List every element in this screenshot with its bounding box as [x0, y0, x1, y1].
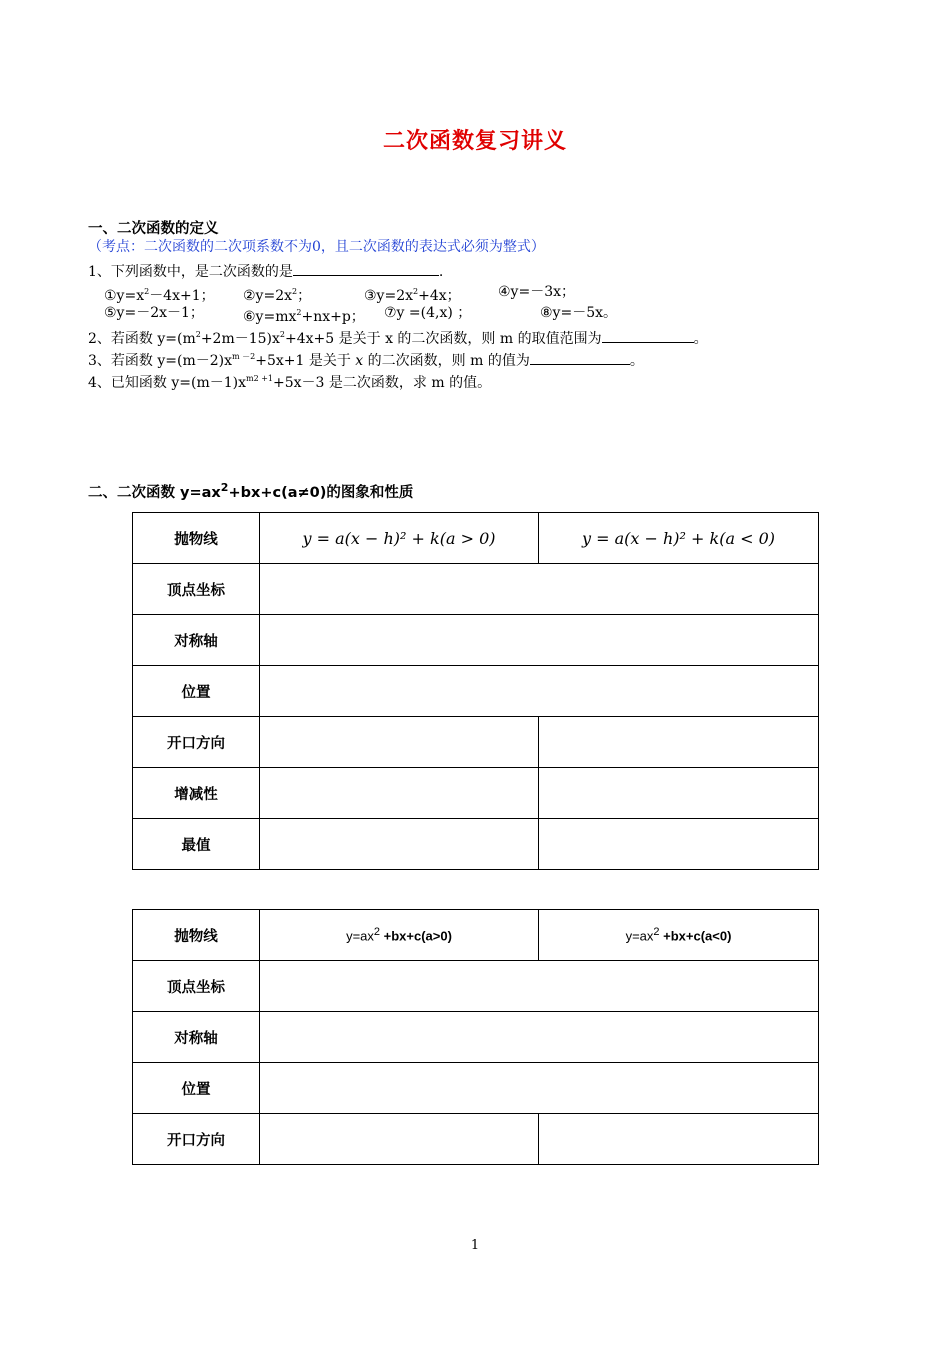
table-header-label: 抛物线	[133, 513, 260, 564]
row-label: 顶点坐标	[133, 961, 260, 1012]
table-row	[133, 513, 819, 564]
table-row	[133, 768, 819, 819]
table-row	[133, 615, 819, 666]
page-title: 二次函数复习讲义	[382, 129, 567, 154]
question-4: 4、已知函数 $y=(m-1)x^{m2 +1}+5x-3$ 是二次函数，求 m 的值。	[88, 374, 492, 391]
answer-cell[interactable]	[260, 768, 539, 819]
table-row	[133, 666, 819, 717]
question-2: 2、若函数 $y=(m^2+2m-15)x^2+4x+5$ 是关于 x 的二次函数，则 m 的取值范围为 。	[88, 330, 708, 347]
table-row	[133, 1114, 819, 1165]
formula-a-negative: y = a(x − h)² + k(a < 0)	[539, 513, 819, 564]
row-label: 对称轴	[133, 1012, 260, 1063]
q1-option-8: ⑧y=－5x。	[540, 305, 617, 321]
q1-option-2: $②y=2x^2$；	[243, 287, 312, 304]
section1-heading: 一、二次函数的定义	[88, 221, 219, 237]
table-row	[133, 961, 819, 1012]
q1-tail: .	[438, 264, 444, 280]
row-label: 位置	[133, 666, 260, 717]
answer-cell[interactable]	[539, 1114, 819, 1165]
question-3: 3、若函数 $y=(m-2)x^{m -2}+5x+1$ 是关于 x 的二次函数，则 m 的值为 。	[88, 352, 644, 369]
q1-option-4: ④y=－3x；	[498, 284, 575, 300]
answer-cell[interactable]	[260, 615, 819, 666]
q3-answer-blank[interactable]	[530, 350, 630, 365]
q1-option-5: ⑤y=－2x－1；	[104, 305, 204, 321]
table-header-label: 抛物线	[133, 910, 260, 961]
table-row	[133, 910, 819, 961]
table-row	[133, 1012, 819, 1063]
page-number: 1	[470, 1238, 480, 1253]
answer-cell[interactable]	[539, 717, 819, 768]
row-label: 对称轴	[133, 615, 260, 666]
answer-cell[interactable]	[260, 717, 539, 768]
formula-general-a-negative: $y=ax^2 +bx+c(a<0)$	[539, 910, 819, 961]
row-label: 开口方向	[133, 717, 260, 768]
question-1	[88, 261, 443, 281]
row-label: 顶点坐标	[133, 564, 260, 615]
answer-cell[interactable]	[260, 1012, 819, 1063]
table-row	[133, 717, 819, 768]
row-label: 开口方向	[133, 1114, 260, 1165]
section1-note: （考点：二次函数的二次项系数不为0，且二次函数的表达式必须为整式）	[88, 239, 545, 255]
answer-cell[interactable]	[539, 768, 819, 819]
answer-cell[interactable]	[260, 1063, 819, 1114]
row-label: 最值	[133, 819, 260, 870]
table-row	[133, 1063, 819, 1114]
properties-table-vertex-form	[132, 512, 819, 870]
q1-option-1: $①y=x^2-4x+1$；	[104, 287, 215, 304]
properties-table-general-form	[132, 909, 819, 1165]
q1-option-7: ⑦y =(4,x) ；	[384, 305, 472, 321]
q1-text: 1、下列函数中，是二次函数的是	[88, 264, 293, 280]
q2-answer-blank[interactable]	[602, 328, 694, 343]
formula-general-a-positive: $y=ax^2 +bx+c(a>0)$	[260, 910, 539, 961]
answer-cell[interactable]	[539, 819, 819, 870]
table-row	[133, 564, 819, 615]
q1-option-6: $⑥y=mx^2+nx+p$；	[243, 308, 365, 325]
q1-answer-blank[interactable]	[293, 261, 439, 276]
q1-option-3: $③y=2x^2+4x$；	[364, 287, 461, 304]
answer-cell[interactable]	[260, 666, 819, 717]
answer-cell[interactable]	[260, 564, 819, 615]
answer-cell[interactable]	[260, 961, 819, 1012]
answer-cell[interactable]	[260, 819, 539, 870]
table-row	[133, 819, 819, 870]
row-label: 增减性	[133, 768, 260, 819]
row-label: 位置	[133, 1063, 260, 1114]
answer-cell[interactable]	[260, 1114, 539, 1165]
section2-heading: 二、二次函数 $y=ax^2+bx+c(a\ne 0)$的图象和性质	[88, 481, 414, 501]
formula-a-positive: y = a(x − h)² + k(a > 0)	[260, 513, 539, 564]
